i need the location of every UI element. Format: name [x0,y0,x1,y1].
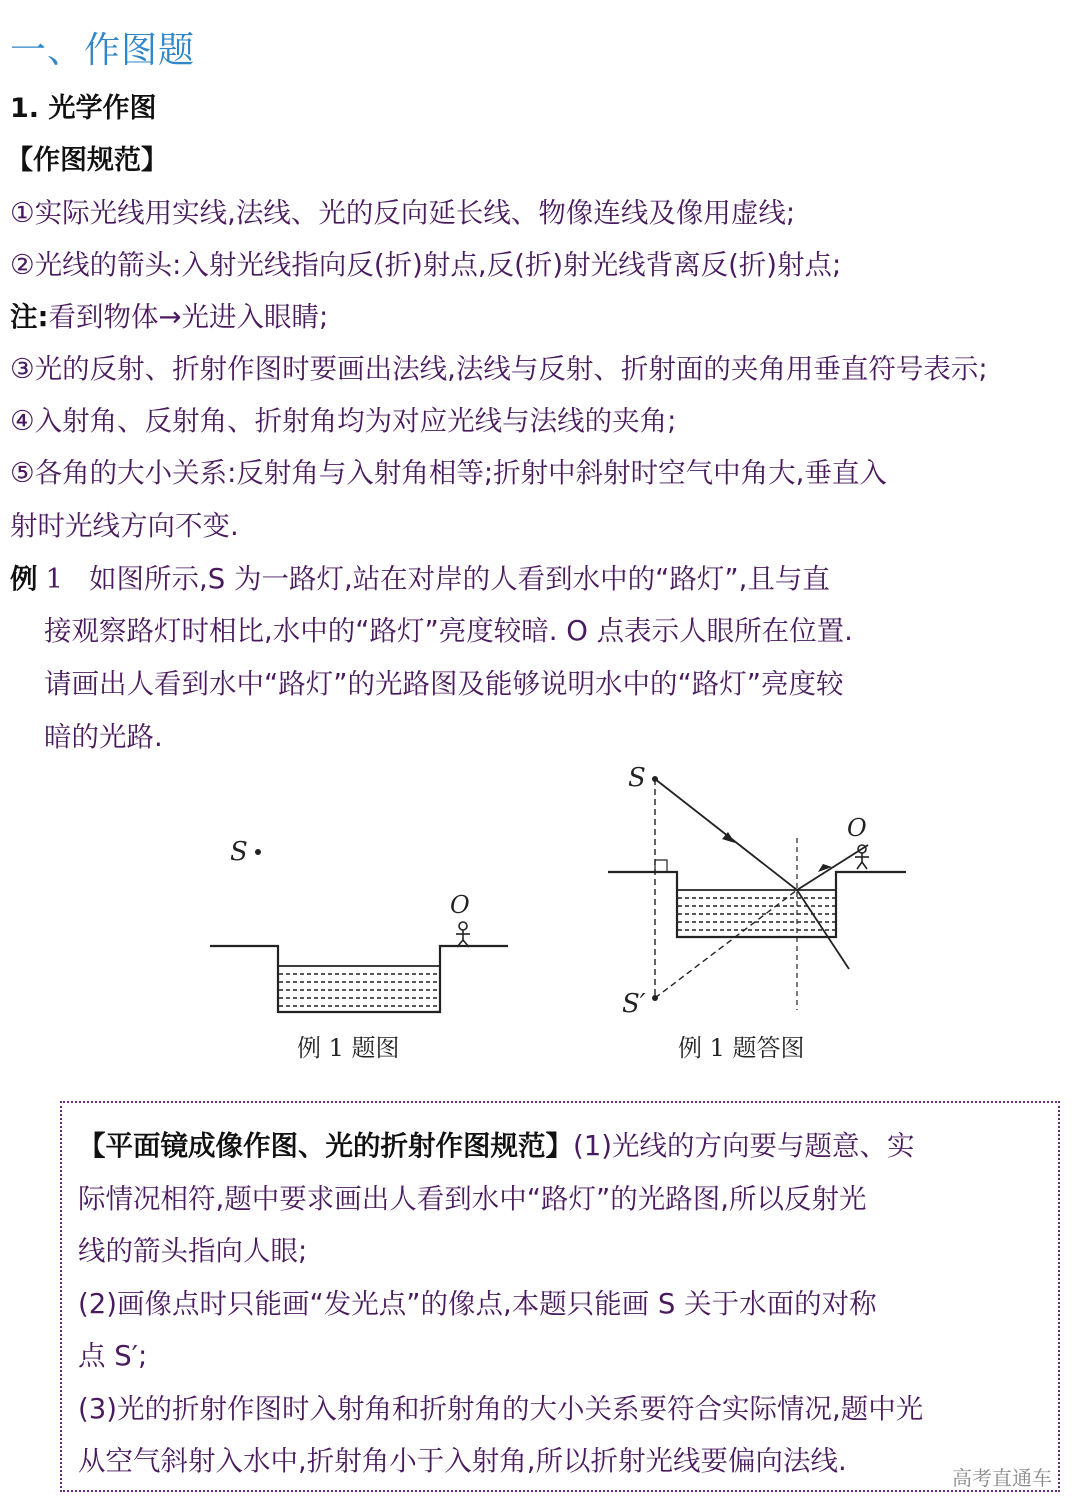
answer-caption: 例 1 题答图 [678,1034,805,1062]
watermark: 高考直通车 [952,1466,1052,1490]
note-text: 看到物体→光进入眼睛; [48,301,329,333]
rule-line-5-cont: 射时光线方向不变. [10,510,239,542]
box-line-5: 点 S′; [78,1340,148,1372]
box-line-4: (2)画像点时只能画“发光点”的像点,本题只能画 S 关于水面的对称 [78,1288,877,1320]
spec-heading: 【作图规范】 [6,145,168,176]
answer-label-s-image: S′ [622,989,646,1019]
example-line-4: 暗的光路. [44,721,163,753]
rule-line-5: ⑤各角的大小关系:反射角与入射角相等;折射中斜射时空气中角大,垂直入 [10,457,887,489]
box-heading: 【平面镜成像作图、光的折射作图规范】 [78,1130,573,1162]
question-label-o: O [450,891,470,919]
box-line-2: 际情况相符,题中要求画出人看到水中“路灯”的光路图,所以反射光 [78,1183,867,1215]
answer-water-surface [678,890,835,930]
note-line [10,294,328,334]
section-title: 一、作图题 [10,30,196,71]
question-figure-drawing [200,830,530,1020]
example-number: 1 [45,563,63,595]
box-line-6: (3)光的折射作图时入射角和折射角的大小关系要符合实际情况,题中光 [78,1393,924,1425]
box-line-1 [78,1123,914,1163]
answer-figure [600,760,920,1020]
rule-line-3: ③光的反射、折射作图时要画出法线,法线与反射、折射面的夹角用垂直符号表示; [10,353,988,385]
example-first-line [10,556,830,596]
answer-label-o: O [847,814,867,842]
question-caption: 例 1 题图 [297,1034,400,1062]
rule-line-4: ④入射角、反射角、折射角均为对应光线与法线的夹角; [10,405,677,437]
question-label-s: S [230,837,248,867]
answer-label-s: S [628,763,646,793]
right-angle-mark [655,860,667,872]
box-line-7: 从空气斜射入水中,折射角小于入射角,所以折射光线要偏向法线. [78,1445,847,1477]
example-line-2: 接观察路灯时相比,水中的“路灯”亮度较暗. O 点表示人眼所在位置. [44,615,853,647]
box-first-line-rest: (1)光线的方向要与题意、实 [573,1130,915,1162]
lamp-point [255,849,261,855]
person-icon [456,922,470,947]
box-line-3: 线的箭头指向人眼; [78,1235,308,1267]
water-surface [279,966,439,1006]
pond-outline [210,946,508,1012]
rule-line-1: ①实际光线用实线,法线、光的反向延长线、物像连线及像用虚线; [10,197,796,229]
note-prefix: 注: [10,301,49,333]
sub-title: 1. 光学作图 [10,93,157,124]
example-prefix: 例 [10,563,38,595]
example-text: 如图所示,S 为一路灯,站在对岸的人看到水中的“路灯”,且与直 [89,563,830,595]
reflected-arrow-icon [818,864,832,872]
answer-pond-outline [608,872,906,937]
rule-line-2: ②光线的箭头:入射光线指向反(折)射点,反(折)射光线背离反(折)射点; [10,249,842,281]
example-line-3: 请画出人看到水中“路灯”的光路图及能够说明水中的“路灯”亮度较 [44,668,844,700]
